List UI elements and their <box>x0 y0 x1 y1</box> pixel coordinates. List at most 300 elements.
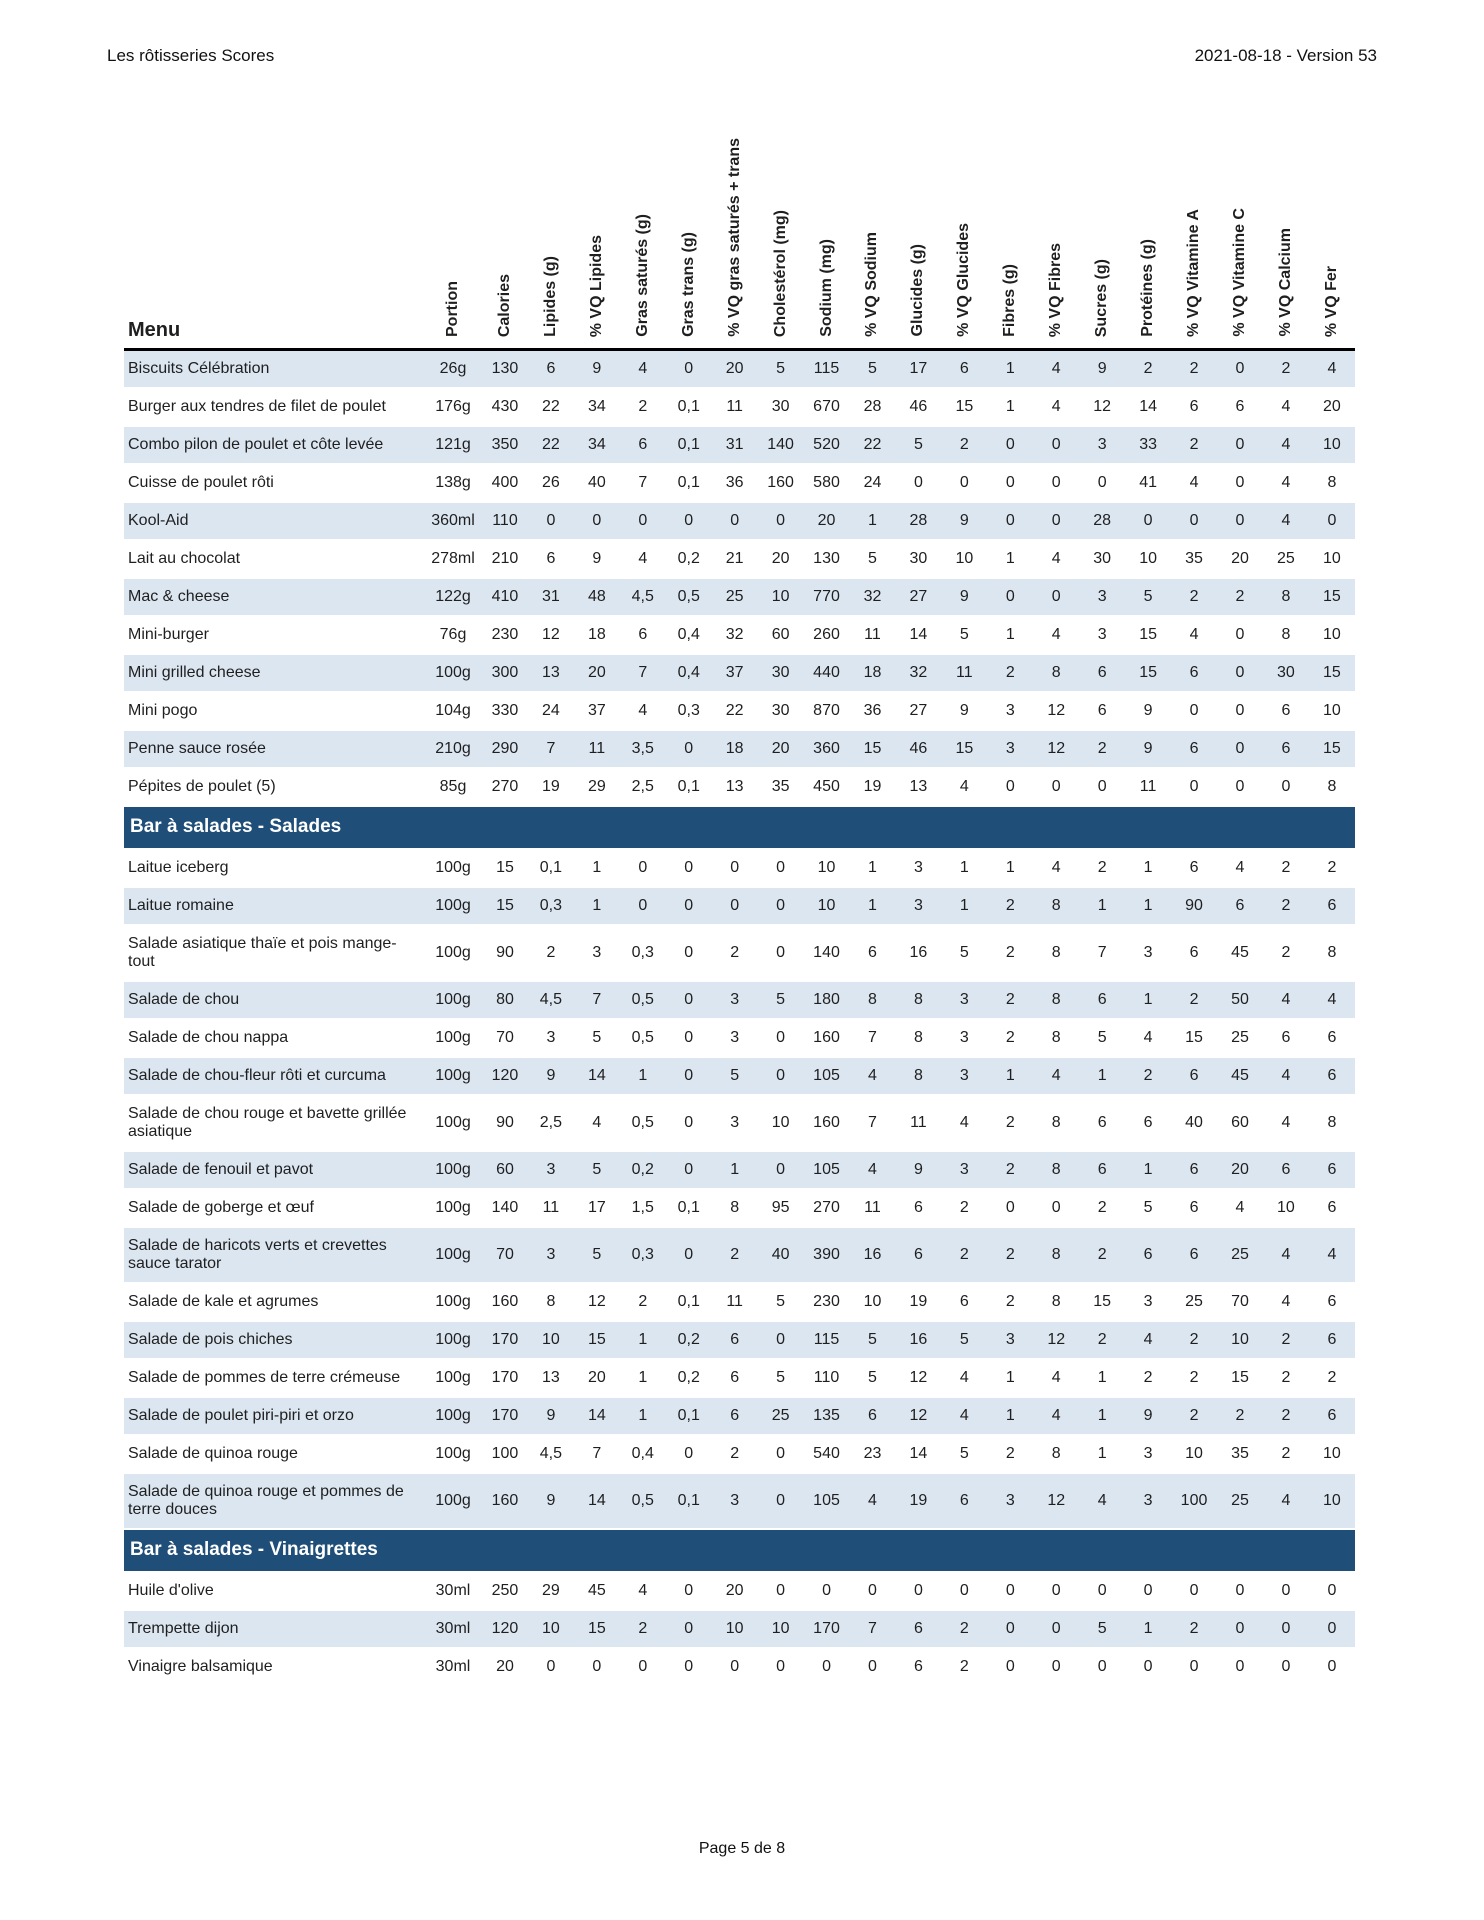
value-cell: 0 <box>987 1610 1033 1648</box>
value-cell: 4 <box>1309 349 1355 388</box>
value-cell: 30 <box>895 540 941 578</box>
value-cell: 1 <box>1079 1359 1125 1397</box>
value-cell: 100g <box>424 1019 482 1057</box>
value-cell: 70 <box>482 1227 528 1283</box>
value-cell: 6 <box>895 1227 941 1283</box>
value-cell: 29 <box>528 1572 574 1610</box>
value-cell: 8 <box>1309 1095 1355 1151</box>
value-cell: 1 <box>1125 1610 1171 1648</box>
value-cell: 6 <box>1263 1151 1309 1189</box>
value-cell: 121g <box>424 426 482 464</box>
value-cell: 0 <box>1309 502 1355 540</box>
value-cell: 2 <box>1263 1359 1309 1397</box>
value-cell: 520 <box>804 426 850 464</box>
page-footer: Page 5 de 8 <box>698 1840 786 1857</box>
value-cell: 0,3 <box>528 887 574 925</box>
table-row <box>124 1057 1355 1095</box>
value-cell: 1 <box>987 1359 1033 1397</box>
value-cell: 4 <box>850 1473 896 1529</box>
value-cell: 6 <box>1171 1189 1217 1227</box>
value-cell: 2 <box>1263 1321 1309 1359</box>
value-cell: 100g <box>424 1359 482 1397</box>
table-row <box>124 654 1355 692</box>
value-cell: 0 <box>987 426 1033 464</box>
value-cell: 3 <box>941 1057 987 1095</box>
value-cell: 2 <box>1171 981 1217 1019</box>
value-cell: 32 <box>895 654 941 692</box>
value-cell: 0 <box>620 502 666 540</box>
value-cell: 5 <box>712 1057 758 1095</box>
value-cell: 210 <box>482 540 528 578</box>
value-cell: 8 <box>895 1057 941 1095</box>
value-cell: 350 <box>482 426 528 464</box>
value-cell: 2 <box>1171 578 1217 616</box>
value-cell: 100g <box>424 1321 482 1359</box>
value-cell: 0 <box>1079 1648 1125 1686</box>
value-cell: 4 <box>1217 1189 1263 1227</box>
value-cell: 870 <box>804 692 850 730</box>
column-header-label: Fibres (g) <box>1001 263 1019 337</box>
value-cell: 0 <box>1033 1572 1079 1610</box>
column-header <box>1125 138 1171 349</box>
table-row <box>124 388 1355 426</box>
value-cell: 9 <box>895 1151 941 1189</box>
value-cell: 4,5 <box>528 981 574 1019</box>
value-cell: 34 <box>574 388 620 426</box>
value-cell: 0 <box>1217 464 1263 502</box>
value-cell: 4 <box>1033 540 1079 578</box>
value-cell: 1 <box>574 849 620 887</box>
table-row <box>124 1189 1355 1227</box>
value-cell: 3 <box>712 981 758 1019</box>
value-cell: 0 <box>666 925 712 981</box>
value-cell: 24 <box>850 464 896 502</box>
column-header <box>666 138 712 349</box>
value-cell: 2 <box>1125 1359 1171 1397</box>
value-cell: 11 <box>941 654 987 692</box>
value-cell: 11 <box>712 388 758 426</box>
value-cell: 1 <box>850 849 896 887</box>
value-cell: 6 <box>1171 654 1217 692</box>
table-row <box>124 1019 1355 1057</box>
section-header-label: Bar à salades - Vinaigrettes <box>124 1529 1355 1572</box>
value-cell: 130 <box>482 349 528 388</box>
value-cell: 2 <box>1079 730 1125 768</box>
value-cell: 7 <box>528 730 574 768</box>
value-cell: 0 <box>1217 426 1263 464</box>
value-cell: 100g <box>424 1397 482 1435</box>
value-cell: 0 <box>758 1435 804 1473</box>
value-cell: 390 <box>804 1227 850 1283</box>
value-cell: 20 <box>804 502 850 540</box>
value-cell: 3 <box>1125 925 1171 981</box>
value-cell: 0 <box>987 1572 1033 1610</box>
value-cell: 4 <box>1033 1359 1079 1397</box>
value-cell: 0 <box>758 1321 804 1359</box>
value-cell: 4 <box>1263 1473 1309 1529</box>
value-cell: 33 <box>1125 426 1171 464</box>
value-cell: 8 <box>1033 654 1079 692</box>
table-body <box>124 349 1355 1686</box>
value-cell: 6 <box>1171 849 1217 887</box>
value-cell: 2 <box>987 981 1033 1019</box>
value-cell: 1 <box>987 849 1033 887</box>
value-cell: 0 <box>712 849 758 887</box>
value-cell: 0 <box>1079 768 1125 806</box>
value-cell: 1 <box>1079 1435 1125 1473</box>
value-cell: 2 <box>941 1648 987 1686</box>
value-cell: 45 <box>1217 925 1263 981</box>
value-cell: 6 <box>895 1189 941 1227</box>
value-cell: 0 <box>1033 578 1079 616</box>
value-cell: 12 <box>528 616 574 654</box>
value-cell: 100g <box>424 887 482 925</box>
value-cell: 0 <box>895 464 941 502</box>
value-cell: 40 <box>758 1227 804 1283</box>
value-cell: 170 <box>482 1397 528 1435</box>
value-cell: 20 <box>712 1572 758 1610</box>
value-cell: 3 <box>895 849 941 887</box>
column-header <box>620 138 666 349</box>
value-cell: 20 <box>758 540 804 578</box>
value-cell: 23 <box>850 1435 896 1473</box>
value-cell: 0 <box>666 887 712 925</box>
value-cell: 4 <box>1033 849 1079 887</box>
value-cell: 10 <box>1125 540 1171 578</box>
value-cell: 2 <box>941 426 987 464</box>
value-cell: 130 <box>804 540 850 578</box>
value-cell: 100g <box>424 981 482 1019</box>
value-cell: 12 <box>1033 1321 1079 1359</box>
value-cell: 5 <box>895 426 941 464</box>
value-cell: 4 <box>620 692 666 730</box>
value-cell: 3 <box>528 1019 574 1057</box>
value-cell: 4,5 <box>528 1435 574 1473</box>
column-header-label: Gras saturés (g) <box>633 214 651 337</box>
value-cell: 135 <box>804 1397 850 1435</box>
value-cell: 2 <box>987 654 1033 692</box>
value-cell: 15 <box>1309 578 1355 616</box>
value-cell: 21 <box>712 540 758 578</box>
value-cell: 12 <box>1033 730 1079 768</box>
value-cell: 4 <box>941 1397 987 1435</box>
value-cell: 28 <box>1079 502 1125 540</box>
value-cell: 6 <box>941 349 987 388</box>
value-cell: 14 <box>895 1435 941 1473</box>
value-cell: 15 <box>1079 1283 1125 1321</box>
value-cell: 160 <box>804 1095 850 1151</box>
value-cell: 5 <box>758 1283 804 1321</box>
column-header-label: Protéines (g) <box>1139 238 1157 337</box>
value-cell: 14 <box>895 616 941 654</box>
value-cell: 120 <box>482 1610 528 1648</box>
value-cell: 14 <box>574 1473 620 1529</box>
column-header <box>1033 138 1079 349</box>
value-cell: 0 <box>666 349 712 388</box>
menu-item-name: Penne sauce rosée <box>124 730 424 768</box>
menu-item-name: Biscuits Célébration <box>124 349 424 388</box>
value-cell: 35 <box>1217 1435 1263 1473</box>
value-cell: 13 <box>895 768 941 806</box>
value-cell: 0,1 <box>666 464 712 502</box>
value-cell: 0,4 <box>666 616 712 654</box>
table-row <box>124 349 1355 388</box>
document-title: Les rôtisseries Scores <box>107 46 275 65</box>
value-cell: 7 <box>1079 925 1125 981</box>
value-cell: 170 <box>482 1359 528 1397</box>
value-cell: 10 <box>1217 1321 1263 1359</box>
value-cell: 1 <box>850 887 896 925</box>
value-cell: 3 <box>574 925 620 981</box>
value-cell: 28 <box>895 502 941 540</box>
value-cell: 300 <box>482 654 528 692</box>
table-row <box>124 1095 1355 1151</box>
value-cell: 7 <box>850 1610 896 1648</box>
value-cell: 9 <box>941 502 987 540</box>
value-cell: 4 <box>1263 981 1309 1019</box>
value-cell: 2 <box>1171 1610 1217 1648</box>
value-cell: 50 <box>1217 981 1263 1019</box>
column-header-label: % VQ gras saturés + trans <box>725 138 743 337</box>
value-cell: 15 <box>1309 654 1355 692</box>
value-cell: 11 <box>1125 768 1171 806</box>
value-cell: 100 <box>482 1435 528 1473</box>
menu-item-name: Burger aux tendres de filet de poulet <box>124 388 424 426</box>
value-cell: 0 <box>1263 1610 1309 1648</box>
column-header-label: Sodium (mg) <box>817 239 835 337</box>
value-cell: 9 <box>574 540 620 578</box>
version-date: 2021-08-18 - Version 53 <box>1194 46 1377 65</box>
value-cell: 16 <box>850 1227 896 1283</box>
value-cell: 4 <box>1309 1227 1355 1283</box>
value-cell: 0 <box>1309 1572 1355 1610</box>
section-header-label: Bar à salades - Salades <box>124 806 1355 849</box>
value-cell: 0 <box>1171 1648 1217 1686</box>
value-cell: 32 <box>850 578 896 616</box>
value-cell: 0 <box>1033 768 1079 806</box>
menu-item-name: Salade de pois chiches <box>124 1321 424 1359</box>
value-cell: 10 <box>1309 540 1355 578</box>
value-cell: 10 <box>712 1610 758 1648</box>
value-cell: 40 <box>574 464 620 502</box>
value-cell: 1 <box>941 887 987 925</box>
menu-item-name: Salade de chou <box>124 981 424 1019</box>
value-cell: 10 <box>1171 1435 1217 1473</box>
column-header-label: % VQ Glucides <box>955 222 973 337</box>
value-cell: 430 <box>482 388 528 426</box>
column-header-label: % VQ Fer <box>1322 265 1340 337</box>
value-cell: 20 <box>712 349 758 388</box>
value-cell: 540 <box>804 1435 850 1473</box>
value-cell: 6 <box>1079 1095 1125 1151</box>
value-cell: 9 <box>1079 349 1125 388</box>
value-cell: 0 <box>1171 1572 1217 1610</box>
value-cell: 100g <box>424 1189 482 1227</box>
table-row <box>124 1473 1355 1529</box>
value-cell: 2 <box>620 1283 666 1321</box>
table-head <box>124 138 1355 349</box>
value-cell: 0 <box>758 1019 804 1057</box>
value-cell: 0 <box>1125 1648 1171 1686</box>
value-cell: 2 <box>987 1151 1033 1189</box>
value-cell: 4 <box>1263 464 1309 502</box>
value-cell: 2 <box>1309 1359 1355 1397</box>
value-cell: 4 <box>1263 1227 1309 1283</box>
value-cell: 0 <box>712 502 758 540</box>
value-cell: 10 <box>941 540 987 578</box>
value-cell: 30 <box>758 654 804 692</box>
value-cell: 110 <box>482 502 528 540</box>
value-cell: 15 <box>941 388 987 426</box>
column-header-label: Lipides (g) <box>541 255 559 337</box>
column-header <box>424 138 482 349</box>
value-cell: 1,5 <box>620 1189 666 1227</box>
value-cell: 4 <box>1079 1473 1125 1529</box>
value-cell: 5 <box>850 349 896 388</box>
value-cell: 0 <box>666 1610 712 1648</box>
value-cell: 4 <box>1033 388 1079 426</box>
value-cell: 9 <box>1125 692 1171 730</box>
value-cell: 0 <box>1217 502 1263 540</box>
value-cell: 6 <box>712 1321 758 1359</box>
value-cell: 2 <box>941 1227 987 1283</box>
value-cell: 5 <box>850 1321 896 1359</box>
value-cell: 2 <box>1263 849 1309 887</box>
value-cell: 2 <box>1217 578 1263 616</box>
page-header <box>107 46 1377 66</box>
value-cell: 2 <box>1171 349 1217 388</box>
value-cell: 5 <box>941 1321 987 1359</box>
value-cell: 2 <box>1263 887 1309 925</box>
menu-item-name: Trempette dijon <box>124 1610 424 1648</box>
value-cell: 7 <box>850 1095 896 1151</box>
value-cell: 1 <box>1125 981 1171 1019</box>
value-cell: 36 <box>850 692 896 730</box>
value-cell: 110 <box>804 1359 850 1397</box>
value-cell: 26g <box>424 349 482 388</box>
value-cell: 5 <box>850 540 896 578</box>
value-cell: 70 <box>1217 1283 1263 1321</box>
value-cell: 10 <box>804 849 850 887</box>
value-cell: 6 <box>1309 887 1355 925</box>
value-cell: 105 <box>804 1473 850 1529</box>
value-cell: 140 <box>804 925 850 981</box>
value-cell: 0,3 <box>620 1227 666 1283</box>
value-cell: 19 <box>528 768 574 806</box>
table-row <box>124 1359 1355 1397</box>
value-cell: 0 <box>666 1019 712 1057</box>
value-cell: 2 <box>1263 349 1309 388</box>
value-cell: 0,4 <box>666 654 712 692</box>
column-header <box>1263 138 1309 349</box>
value-cell: 26 <box>528 464 574 502</box>
value-cell: 0 <box>850 1648 896 1686</box>
value-cell: 13 <box>528 654 574 692</box>
menu-item-name: Salade de goberge et œuf <box>124 1189 424 1227</box>
value-cell: 6 <box>1309 1283 1355 1321</box>
value-cell: 10 <box>1309 1473 1355 1529</box>
value-cell: 14 <box>574 1397 620 1435</box>
value-cell: 8 <box>895 981 941 1019</box>
value-cell: 2 <box>712 1227 758 1283</box>
table-row <box>124 692 1355 730</box>
value-cell: 0 <box>666 1648 712 1686</box>
value-cell: 290 <box>482 730 528 768</box>
value-cell: 4 <box>1263 1095 1309 1151</box>
value-cell: 0 <box>758 1648 804 1686</box>
value-cell: 250 <box>482 1572 528 1610</box>
value-cell: 3 <box>941 1019 987 1057</box>
value-cell: 0,1 <box>666 426 712 464</box>
value-cell: 0 <box>1033 1610 1079 1648</box>
value-cell: 0 <box>666 730 712 768</box>
value-cell: 3 <box>987 692 1033 730</box>
value-cell: 2 <box>987 1019 1033 1057</box>
value-cell: 170 <box>482 1321 528 1359</box>
value-cell: 0 <box>987 578 1033 616</box>
column-header-label: % VQ Vitamine A <box>1185 208 1203 337</box>
value-cell: 5 <box>758 349 804 388</box>
value-cell: 10 <box>1309 1435 1355 1473</box>
value-cell: 1 <box>987 1057 1033 1095</box>
column-header-label: Cholestérol (mg) <box>771 209 789 337</box>
value-cell: 100g <box>424 925 482 981</box>
value-cell: 100g <box>424 1435 482 1473</box>
column-header <box>712 138 758 349</box>
value-cell: 2 <box>987 1227 1033 1283</box>
menu-item-name: Salade de haricots verts et crevettes sauce tarator <box>124 1227 424 1283</box>
value-cell: 3 <box>1125 1473 1171 1529</box>
value-cell: 0 <box>1079 464 1125 502</box>
value-cell: 4 <box>1217 849 1263 887</box>
value-cell: 3 <box>987 1321 1033 1359</box>
value-cell: 2 <box>1079 849 1125 887</box>
value-cell: 0,3 <box>666 692 712 730</box>
value-cell: 6 <box>1263 1019 1309 1057</box>
column-header-label: Gras trans (g) <box>679 231 697 337</box>
value-cell: 18 <box>712 730 758 768</box>
value-cell: 180 <box>804 981 850 1019</box>
value-cell: 0,5 <box>620 981 666 1019</box>
value-cell: 34 <box>574 426 620 464</box>
value-cell: 115 <box>804 349 850 388</box>
value-cell: 12 <box>1079 388 1125 426</box>
value-cell: 15 <box>574 1321 620 1359</box>
value-cell: 3 <box>1125 1435 1171 1473</box>
value-cell: 6 <box>528 349 574 388</box>
value-cell: 2 <box>1263 1397 1309 1435</box>
value-cell: 360 <box>804 730 850 768</box>
menu-item-name: Salade de chou nappa <box>124 1019 424 1057</box>
value-cell: 0 <box>574 1648 620 1686</box>
value-cell: 5 <box>758 1359 804 1397</box>
value-cell: 20 <box>1309 388 1355 426</box>
value-cell: 10 <box>804 887 850 925</box>
value-cell: 10 <box>758 1095 804 1151</box>
value-cell: 12 <box>1033 692 1079 730</box>
table-row <box>124 1283 1355 1321</box>
value-cell: 6 <box>1309 1397 1355 1435</box>
value-cell: 9 <box>1125 1397 1171 1435</box>
value-cell: 0 <box>1309 1648 1355 1686</box>
value-cell: 0,1 <box>666 388 712 426</box>
value-cell: 2 <box>1171 1359 1217 1397</box>
value-cell: 9 <box>941 578 987 616</box>
value-cell: 2 <box>1171 426 1217 464</box>
value-cell: 1 <box>850 502 896 540</box>
value-cell: 0 <box>758 1572 804 1610</box>
column-header-label: Sucres (g) <box>1093 258 1111 337</box>
